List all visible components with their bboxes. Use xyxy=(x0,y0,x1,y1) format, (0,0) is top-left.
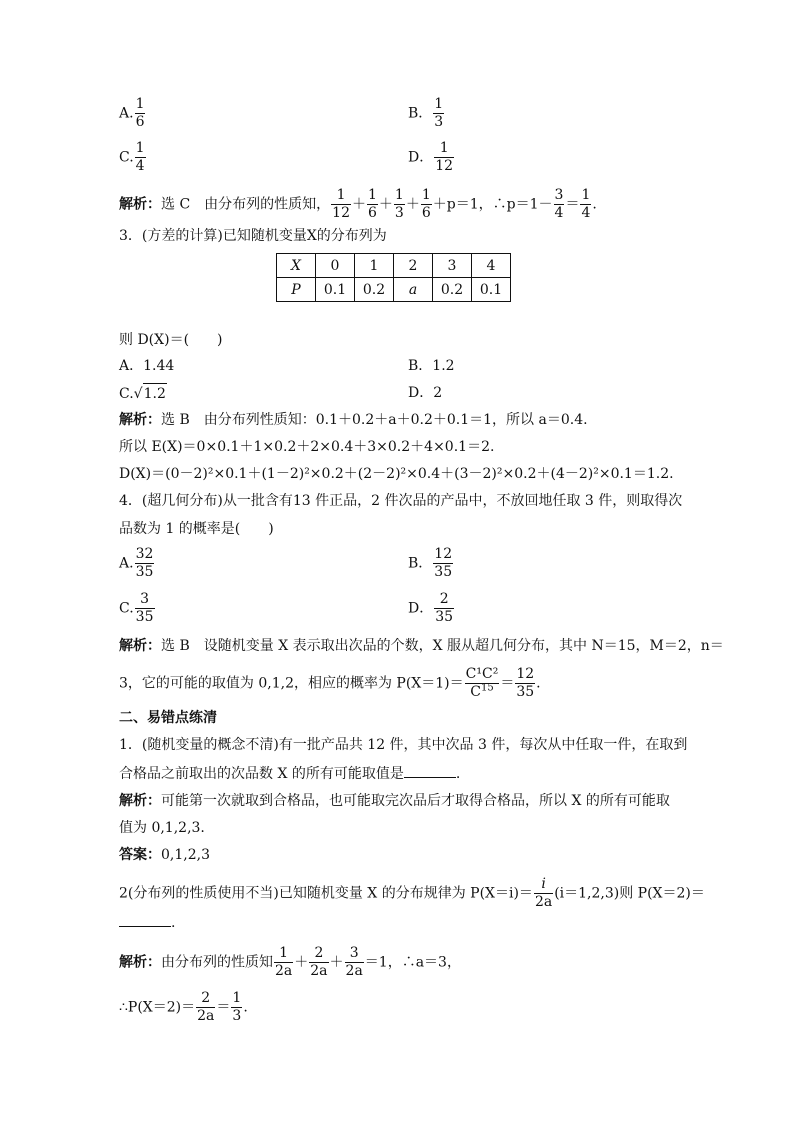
fraction-numerator: i xyxy=(534,876,553,894)
s2-q1-answer xyxy=(119,845,210,865)
q3-option-a: A．1.44 xyxy=(119,358,175,374)
solution-text: 选 B 设随机变量 X 表示取出次品的个数，X 服从超几何分布，其中 N＝15，M＝2，n＝ xyxy=(161,638,724,654)
operator: ＋ xyxy=(329,954,344,971)
fraction-denominator: 2a xyxy=(197,1008,215,1024)
fraction-numerator: 1 xyxy=(368,187,377,203)
period: . xyxy=(455,766,461,782)
operator: ＋ xyxy=(294,954,309,971)
q3-option-d: D．2 xyxy=(408,385,443,401)
fraction-numerator: 1 xyxy=(232,990,242,1006)
q4-solution-line-1 xyxy=(119,636,724,656)
option-c-label: C. xyxy=(119,149,134,166)
operator: ＝ xyxy=(565,196,580,213)
fraction-numerator: 3 xyxy=(345,945,364,963)
fraction-denominator: 35 xyxy=(435,609,454,625)
solution-label: 解析： xyxy=(119,638,161,654)
q3-ask: 则 D(X)＝( ) xyxy=(119,332,223,348)
solution-text: 由分布列的性质知 xyxy=(161,954,273,971)
answer-value: 0,1,2,3 xyxy=(161,847,210,863)
option-b xyxy=(408,96,445,131)
table-cell: 0 xyxy=(316,254,355,278)
solution-label: 解析： xyxy=(119,954,161,971)
fraction xyxy=(534,876,553,911)
q3-title: 3．(方差的计算)已知随机变量X的分布列为 xyxy=(119,228,387,244)
sqrt-value: 1.2 xyxy=(143,383,167,404)
option-a-fraction xyxy=(135,96,146,131)
option-a-fraction xyxy=(135,546,155,581)
table-cell: 0.2 xyxy=(433,278,472,302)
operator: ＋ xyxy=(352,196,366,213)
fraction xyxy=(331,187,351,222)
operator: ＝ xyxy=(500,675,515,692)
fraction-denominator: 2a xyxy=(534,894,553,910)
q3-option-c xyxy=(119,383,167,404)
period: . xyxy=(592,196,597,213)
solution-text: ∴P(X＝2)＝ xyxy=(119,999,196,1016)
fraction-numerator: 1 xyxy=(331,187,351,205)
fraction-numerator: 1 xyxy=(434,96,444,112)
operator: ＋ xyxy=(378,196,393,213)
option-c-label: C. xyxy=(119,600,134,617)
fraction-numerator: 3 xyxy=(554,187,564,203)
fraction-denominator: 3 xyxy=(232,1008,242,1024)
fraction-numerator: 12 xyxy=(516,666,535,682)
operator: ＝ xyxy=(216,999,231,1016)
fraction-denominator: 35 xyxy=(516,684,535,700)
table-cell: 1 xyxy=(355,254,394,278)
solution-label: 解析： xyxy=(119,196,161,213)
q4-option-a xyxy=(119,546,155,581)
fraction-denominator: 35 xyxy=(434,564,453,580)
distribution-table xyxy=(276,253,511,302)
q2-solution xyxy=(119,187,597,222)
s2-q1-solution-line-2: 值为 0,1,2,3. xyxy=(119,820,205,836)
fraction xyxy=(367,187,378,222)
fraction-denominator xyxy=(465,684,500,701)
option-b-fraction xyxy=(433,546,453,581)
fraction xyxy=(345,945,364,980)
option-d xyxy=(408,140,455,175)
option-c-label: C. xyxy=(119,386,134,402)
q4-solution-line-2 xyxy=(119,666,541,701)
question-text: 合格品之前取出的次品数 X 的所有可能取值是 xyxy=(119,766,404,782)
question-text: (i＝1,2,3)则 P(X＝2)＝ xyxy=(554,885,705,902)
q3-option-b: B．1.2 xyxy=(408,358,455,374)
fraction xyxy=(309,945,328,980)
fraction-denominator: 35 xyxy=(135,609,154,625)
fraction-denominator: 12 xyxy=(332,205,350,221)
option-c-fraction xyxy=(135,591,155,626)
q3-solution-line-2: 所以 E(X)＝0×0.1＋1×0.2＋2×0.4＋3×0.2＋4×0.1＝2. xyxy=(119,439,495,455)
fraction-numerator: 1 xyxy=(581,187,591,203)
option-d-fraction xyxy=(434,140,454,175)
q4-title-line-1: 4．(超几何分布)从一批含有13 件正品，2 件次品的产品中，不放回地任取 3 件，则取得次 xyxy=(119,493,683,509)
option-b-label: B． xyxy=(408,555,433,572)
fraction-denominator: 2a xyxy=(345,963,363,979)
s2-q1-line-1: 1．(随机变量的概念不清)有一批产品共 12 件，其中次品 3 件，每次从中任取一件，在取到 xyxy=(119,737,688,753)
table-cell: 0.2 xyxy=(355,278,394,302)
option-c-fraction xyxy=(135,140,146,175)
answer-blank[interactable] xyxy=(119,912,171,927)
table-cell: 3 xyxy=(433,254,472,278)
fraction xyxy=(580,187,591,222)
period: . xyxy=(243,999,248,1016)
table-cell: X xyxy=(277,254,316,278)
table-cell: a xyxy=(394,278,433,302)
section-title: 二、易错点练清 xyxy=(119,710,217,726)
table-row xyxy=(277,278,511,302)
fraction-numerator: 1 xyxy=(421,187,431,203)
table-cell: 0.1 xyxy=(316,278,355,302)
fraction-denominator: 3 xyxy=(434,114,444,130)
fraction-denominator: 35 xyxy=(135,564,154,580)
q4-option-d xyxy=(408,591,455,626)
answer-blank[interactable] xyxy=(404,763,456,778)
solution-label: 解析： xyxy=(119,412,161,428)
solution-text: 3，它的可能的取值为 0,1,2，相应的概率为 P(X＝1)＝ xyxy=(119,675,464,692)
question-text: 2(分布列的性质使用不当)已知随机变量 X 的分布规律为 P(X＝i)＝ xyxy=(119,885,533,902)
solution-label: 解析： xyxy=(119,793,161,809)
s2-q1-solution-line-1 xyxy=(119,791,670,811)
combination-fraction xyxy=(465,666,500,701)
table-cell: 4 xyxy=(472,254,511,278)
combination-superscript: 15 xyxy=(480,682,494,694)
option-b-fraction xyxy=(433,96,444,131)
fraction xyxy=(394,187,405,222)
fraction xyxy=(196,990,215,1025)
q4-option-c xyxy=(119,591,156,626)
fraction-denominator: 4 xyxy=(581,205,591,221)
q4-title-line-2: 品数为 1 的概率是( ) xyxy=(119,521,274,537)
s2-q2-solution-line-2 xyxy=(119,990,248,1025)
solution-text: 选 C 由分布列的性质知， xyxy=(161,196,331,213)
fraction-numerator: 1 xyxy=(135,96,145,112)
q3-solution-line-3: D(X)＝(0－2)²×0.1＋(1－2)²×0.2＋(2－2)²×0.4＋(3－2)²×0.2＋(4－2)²×0.1＝1.2. xyxy=(119,466,674,482)
s2-q2-solution-line-1 xyxy=(119,945,461,980)
fraction-denominator: 12 xyxy=(435,158,454,174)
fraction xyxy=(421,187,432,222)
fraction-denominator: 4 xyxy=(554,205,564,221)
fraction-numerator: 32 xyxy=(135,546,154,562)
table-row xyxy=(277,254,511,278)
fraction-denominator: 6 xyxy=(421,205,431,221)
s2-q1-line-2 xyxy=(119,763,460,784)
solution-text: ＋p＝1，∴p＝1－ xyxy=(432,196,553,213)
option-d-label: D． xyxy=(408,600,434,617)
period: . xyxy=(536,675,541,692)
sqrt-sign: √ xyxy=(133,386,143,402)
option-a-label: A. xyxy=(119,555,134,572)
fraction-numerator: C¹C² xyxy=(465,666,499,682)
fraction xyxy=(274,945,293,980)
option-c xyxy=(119,140,147,175)
s2-q2-line-2 xyxy=(119,912,175,933)
combination-symbol: C xyxy=(470,684,481,700)
fraction-denominator: 2a xyxy=(275,963,293,979)
option-b-label: B． xyxy=(408,105,433,122)
period: . xyxy=(171,915,176,931)
fraction-numerator: 1 xyxy=(135,140,145,156)
solution-text: ＝1，∴a＝3， xyxy=(364,954,461,971)
fraction xyxy=(515,666,535,701)
s2-q2-line-1 xyxy=(119,876,705,911)
fraction-numerator: 2 xyxy=(196,990,215,1008)
fraction-denominator: 4 xyxy=(135,158,145,174)
fraction-denominator: 2a xyxy=(310,963,328,979)
fraction-numerator: 1 xyxy=(434,140,454,158)
fraction-numerator: 1 xyxy=(274,945,293,963)
option-a xyxy=(119,96,146,131)
q4-option-b xyxy=(408,546,454,581)
option-d-label: D． xyxy=(408,149,434,166)
table-cell: 0.1 xyxy=(472,278,511,302)
table-cell: 2 xyxy=(394,254,433,278)
fraction-numerator: 1 xyxy=(394,187,404,203)
fraction-denominator: 6 xyxy=(135,114,145,130)
solution-text: 可能第一次就取到合格品，也可能取完次品后才取得合格品，所以 X 的所有可能取 xyxy=(161,793,670,809)
solution-text: 选 B 由分布列性质知：0.1＋0.2＋a＋0.2＋0.1＝1，所以 a＝0.4. xyxy=(161,412,588,428)
fraction-numerator: 3 xyxy=(135,591,155,609)
q3-solution-line-1 xyxy=(119,410,588,430)
option-a-label: A. xyxy=(119,105,134,122)
answer-label: 答案： xyxy=(119,847,161,863)
fraction-denominator: 3 xyxy=(394,205,404,221)
fraction-numerator: 2 xyxy=(434,591,454,609)
table-cell: P xyxy=(277,278,316,302)
fraction xyxy=(231,990,242,1025)
fraction-numerator: 2 xyxy=(309,945,328,963)
operator: ＋ xyxy=(405,196,420,213)
fraction xyxy=(554,187,565,222)
option-d-fraction xyxy=(434,591,454,626)
fraction-denominator: 6 xyxy=(368,205,377,221)
fraction-numerator: 12 xyxy=(434,546,453,562)
